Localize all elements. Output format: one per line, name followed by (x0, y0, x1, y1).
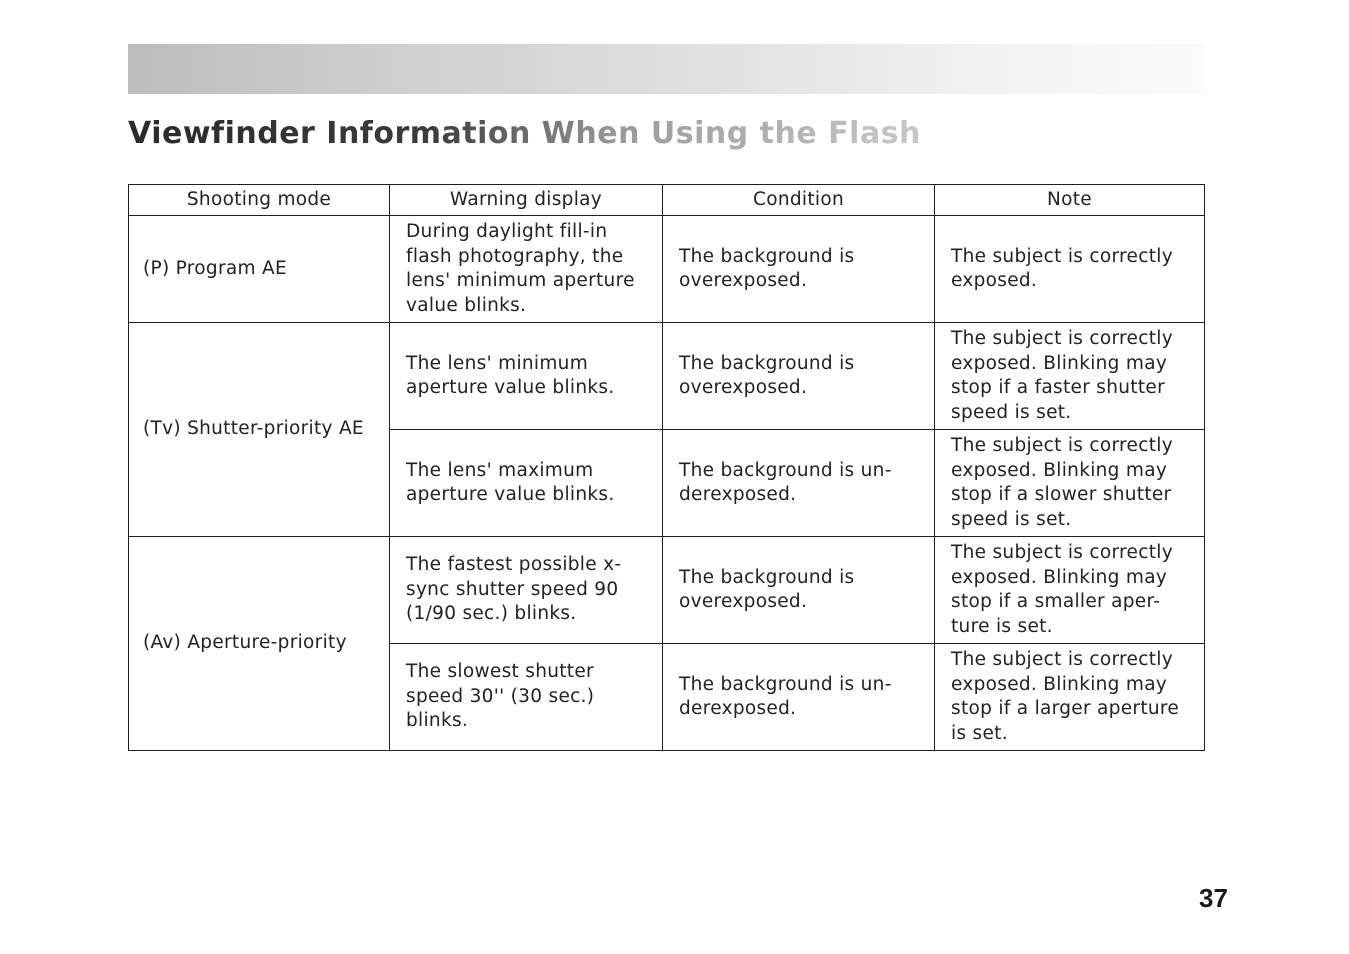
table-row (129, 323, 1205, 430)
note-cell: The subject is correctly exposed. Blinking may stop if a slower shutter speed is set. (935, 430, 1205, 537)
header-condition: Condition (663, 185, 935, 216)
condition-cell: The background is overexposed. (663, 323, 935, 430)
header-warning-display: Warning display (390, 185, 663, 216)
mode-program-ae: (P) Program AE (129, 216, 390, 323)
condition-cell: The background is overexposed. (663, 537, 935, 644)
note-cell: The subject is correctly exposed. Blinking may stop if a smaller aper-ture is set. (935, 537, 1205, 644)
warning-cell: The slowest shutter speed 30'' (30 sec.) blinks. (390, 644, 663, 751)
mode-aperture-priority: (Av) Aperture-priority (129, 537, 390, 751)
flash-info-table (128, 184, 1205, 751)
condition-cell: The background is un-derexposed. (663, 644, 935, 751)
warning-cell: The fastest possible x-sync shutter speed 90 (1/90 sec.) blinks. (390, 537, 663, 644)
warning-cell: The lens' maximum aperture value blinks. (390, 430, 663, 537)
note-cell: The subject is correctly exposed. Blinking may stop if a faster shutter speed is set. (935, 323, 1205, 430)
condition-cell: The background is overexposed. (663, 216, 935, 323)
page-number: 37 (1199, 883, 1228, 913)
header-note: Note (935, 185, 1205, 216)
header-band (128, 44, 1206, 94)
mode-shutter-priority-ae: (Tv) Shutter-priority AE (129, 323, 390, 537)
note-cell: The subject is correctly exposed. (935, 216, 1205, 323)
condition-cell: The background is un-derexposed. (663, 430, 935, 537)
header-shooting-mode: Shooting mode (129, 185, 390, 216)
page-title: Viewfinder Information When Using the Flash (128, 116, 921, 151)
note-cell: The subject is correctly exposed. Blinking may stop if a larger aperture is set. (935, 644, 1205, 751)
warning-cell: The lens' minimum aperture value blinks. (390, 323, 663, 430)
warning-cell: During daylight fill-in flash photography, the lens' minimum aperture value blinks. (390, 216, 663, 323)
table-header-row (129, 185, 1205, 216)
table-row (129, 216, 1205, 323)
table-row (129, 537, 1205, 644)
